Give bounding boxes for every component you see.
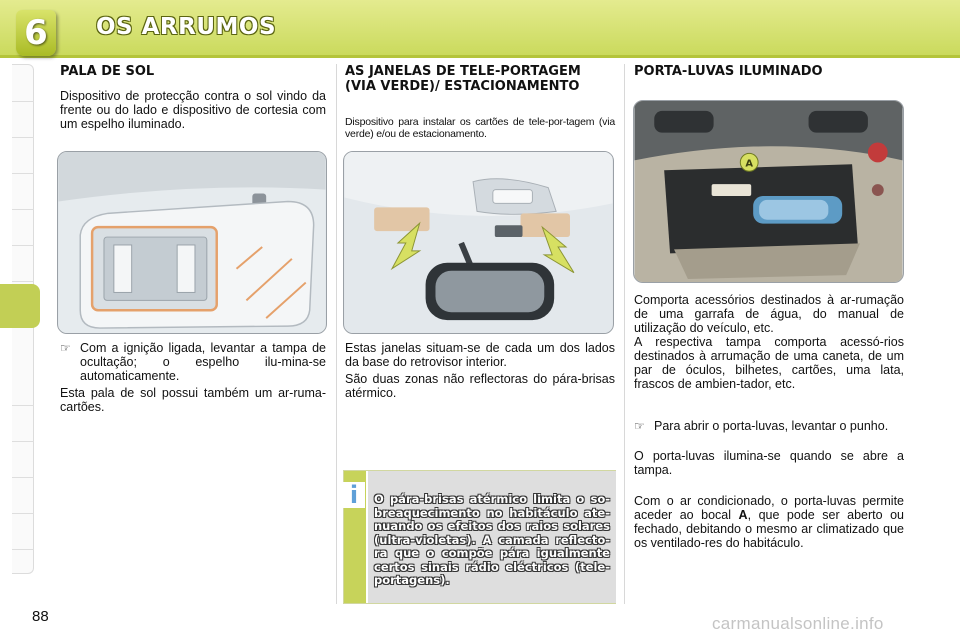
tab-divider (12, 101, 34, 102)
pointing-hand-icon: ☞ (634, 419, 645, 433)
info-box (343, 470, 616, 604)
toll-windows-subtitle: Dispositivo para instalar os cartões de tele-por-tagem (via verde) e/ou de estacionamento. (345, 116, 615, 140)
tab-divider (12, 173, 34, 174)
glovebox-para-lid: A respectiva tampa comporta acessó-rios destinados à arrumação de uma caneta, de um par de óculos, bilhetes, cartões, uma lata, frascos de ambien-tador, etc. (634, 335, 904, 391)
glovebox-bullet (634, 419, 904, 433)
sun-visor-illustration (57, 151, 327, 334)
info-icon: i (343, 482, 365, 508)
toll-windows-zones: São duas zonas não reflectoras do pára-brisas atérmico. (345, 372, 615, 400)
tab-divider (12, 209, 34, 210)
tab-divider (12, 245, 34, 246)
page-title: OS ARRUMOS (96, 14, 277, 40)
glovebox-heading: PORTA-LUVAS ILUMINADO (634, 64, 823, 79)
mirror-illustration (343, 151, 614, 334)
page-number: 88 (32, 608, 49, 625)
sun-visor-drawing (58, 152, 326, 333)
chapter-tab-active[interactable] (0, 284, 40, 328)
pointing-hand-icon: ☞ (60, 341, 71, 355)
sun-visor-bullet-text: Com a ignição ligada, levantar a tampa de ocultação; o espelho ilu-mina-se automaticamente. (80, 341, 326, 383)
tab-divider (12, 549, 34, 550)
toll-windows-location: Estas janelas situam-se de cada um dos lados da base do retrovisor interior. (345, 341, 615, 369)
sun-visor-bullet (60, 341, 326, 383)
glovebox-para-light: O porta-luvas ilumina-se quando se abre a tampa. (634, 449, 904, 477)
tab-divider (12, 513, 34, 514)
glovebox-para-storage: Comporta acessórios destinados à ar-rumação de uma garrafa de água, do manual de utilização do veículo, etc. (634, 293, 904, 335)
glovebox-para-aircon (634, 494, 904, 550)
sun-visor-heading: PALA DE SOL (60, 64, 155, 79)
column-divider (624, 64, 625, 604)
sun-visor-intro: Dispositivo de protecção contra o sol vindo da frente ou do lado e dispositivo de cortesia com um espelho iluminado. (60, 89, 326, 131)
athermal-windscreen-note: O pára-brisas atérmico limita o so-breaquecimento no habitáculo ate-nuando os efeitos dos raios solares (ultra-violetas). A camada reflecto-ra que o compõe pára igualmente certos sinais rádio eléctricos (tele-portagens). (368, 471, 616, 603)
sun-visor-card-holder-note: Esta pala de sol possui também um ar-ruma-cartões. (60, 386, 326, 414)
glovebox-aircon-text-1: Com o ar condicionado, o porta-luvas permite aceder ao bocal (634, 494, 904, 522)
glovebox-callout-a: A (745, 158, 754, 170)
watermark: carmanualsonline.info (712, 614, 884, 633)
chapter-number: 6 (24, 13, 48, 53)
toll-windows-heading: AS JANELAS DE TELE-PORTAGEM (VIA VERDE)/ ESTACIONAMENTO (345, 64, 581, 94)
tab-divider (12, 281, 34, 282)
glovebox-aircon-text-2: , que pode ser aberto ou fechado, debitando o mesmo ar climatizado que os ventilado-res do habitáculo. (634, 508, 904, 550)
glovebox-aircon-ref: A (738, 508, 748, 522)
tab-divider (12, 477, 34, 478)
tab-divider (12, 137, 34, 138)
glovebox-bullet-text: Para abrir o porta-luvas, levantar o punho. (654, 419, 889, 433)
tab-divider (12, 441, 34, 442)
column-divider (336, 64, 337, 604)
glovebox-drawing (634, 101, 903, 282)
chapter-badge (16, 10, 56, 56)
tab-divider (12, 405, 34, 406)
rear-view-mirror-drawing (344, 152, 613, 333)
glovebox-illustration (633, 100, 904, 283)
